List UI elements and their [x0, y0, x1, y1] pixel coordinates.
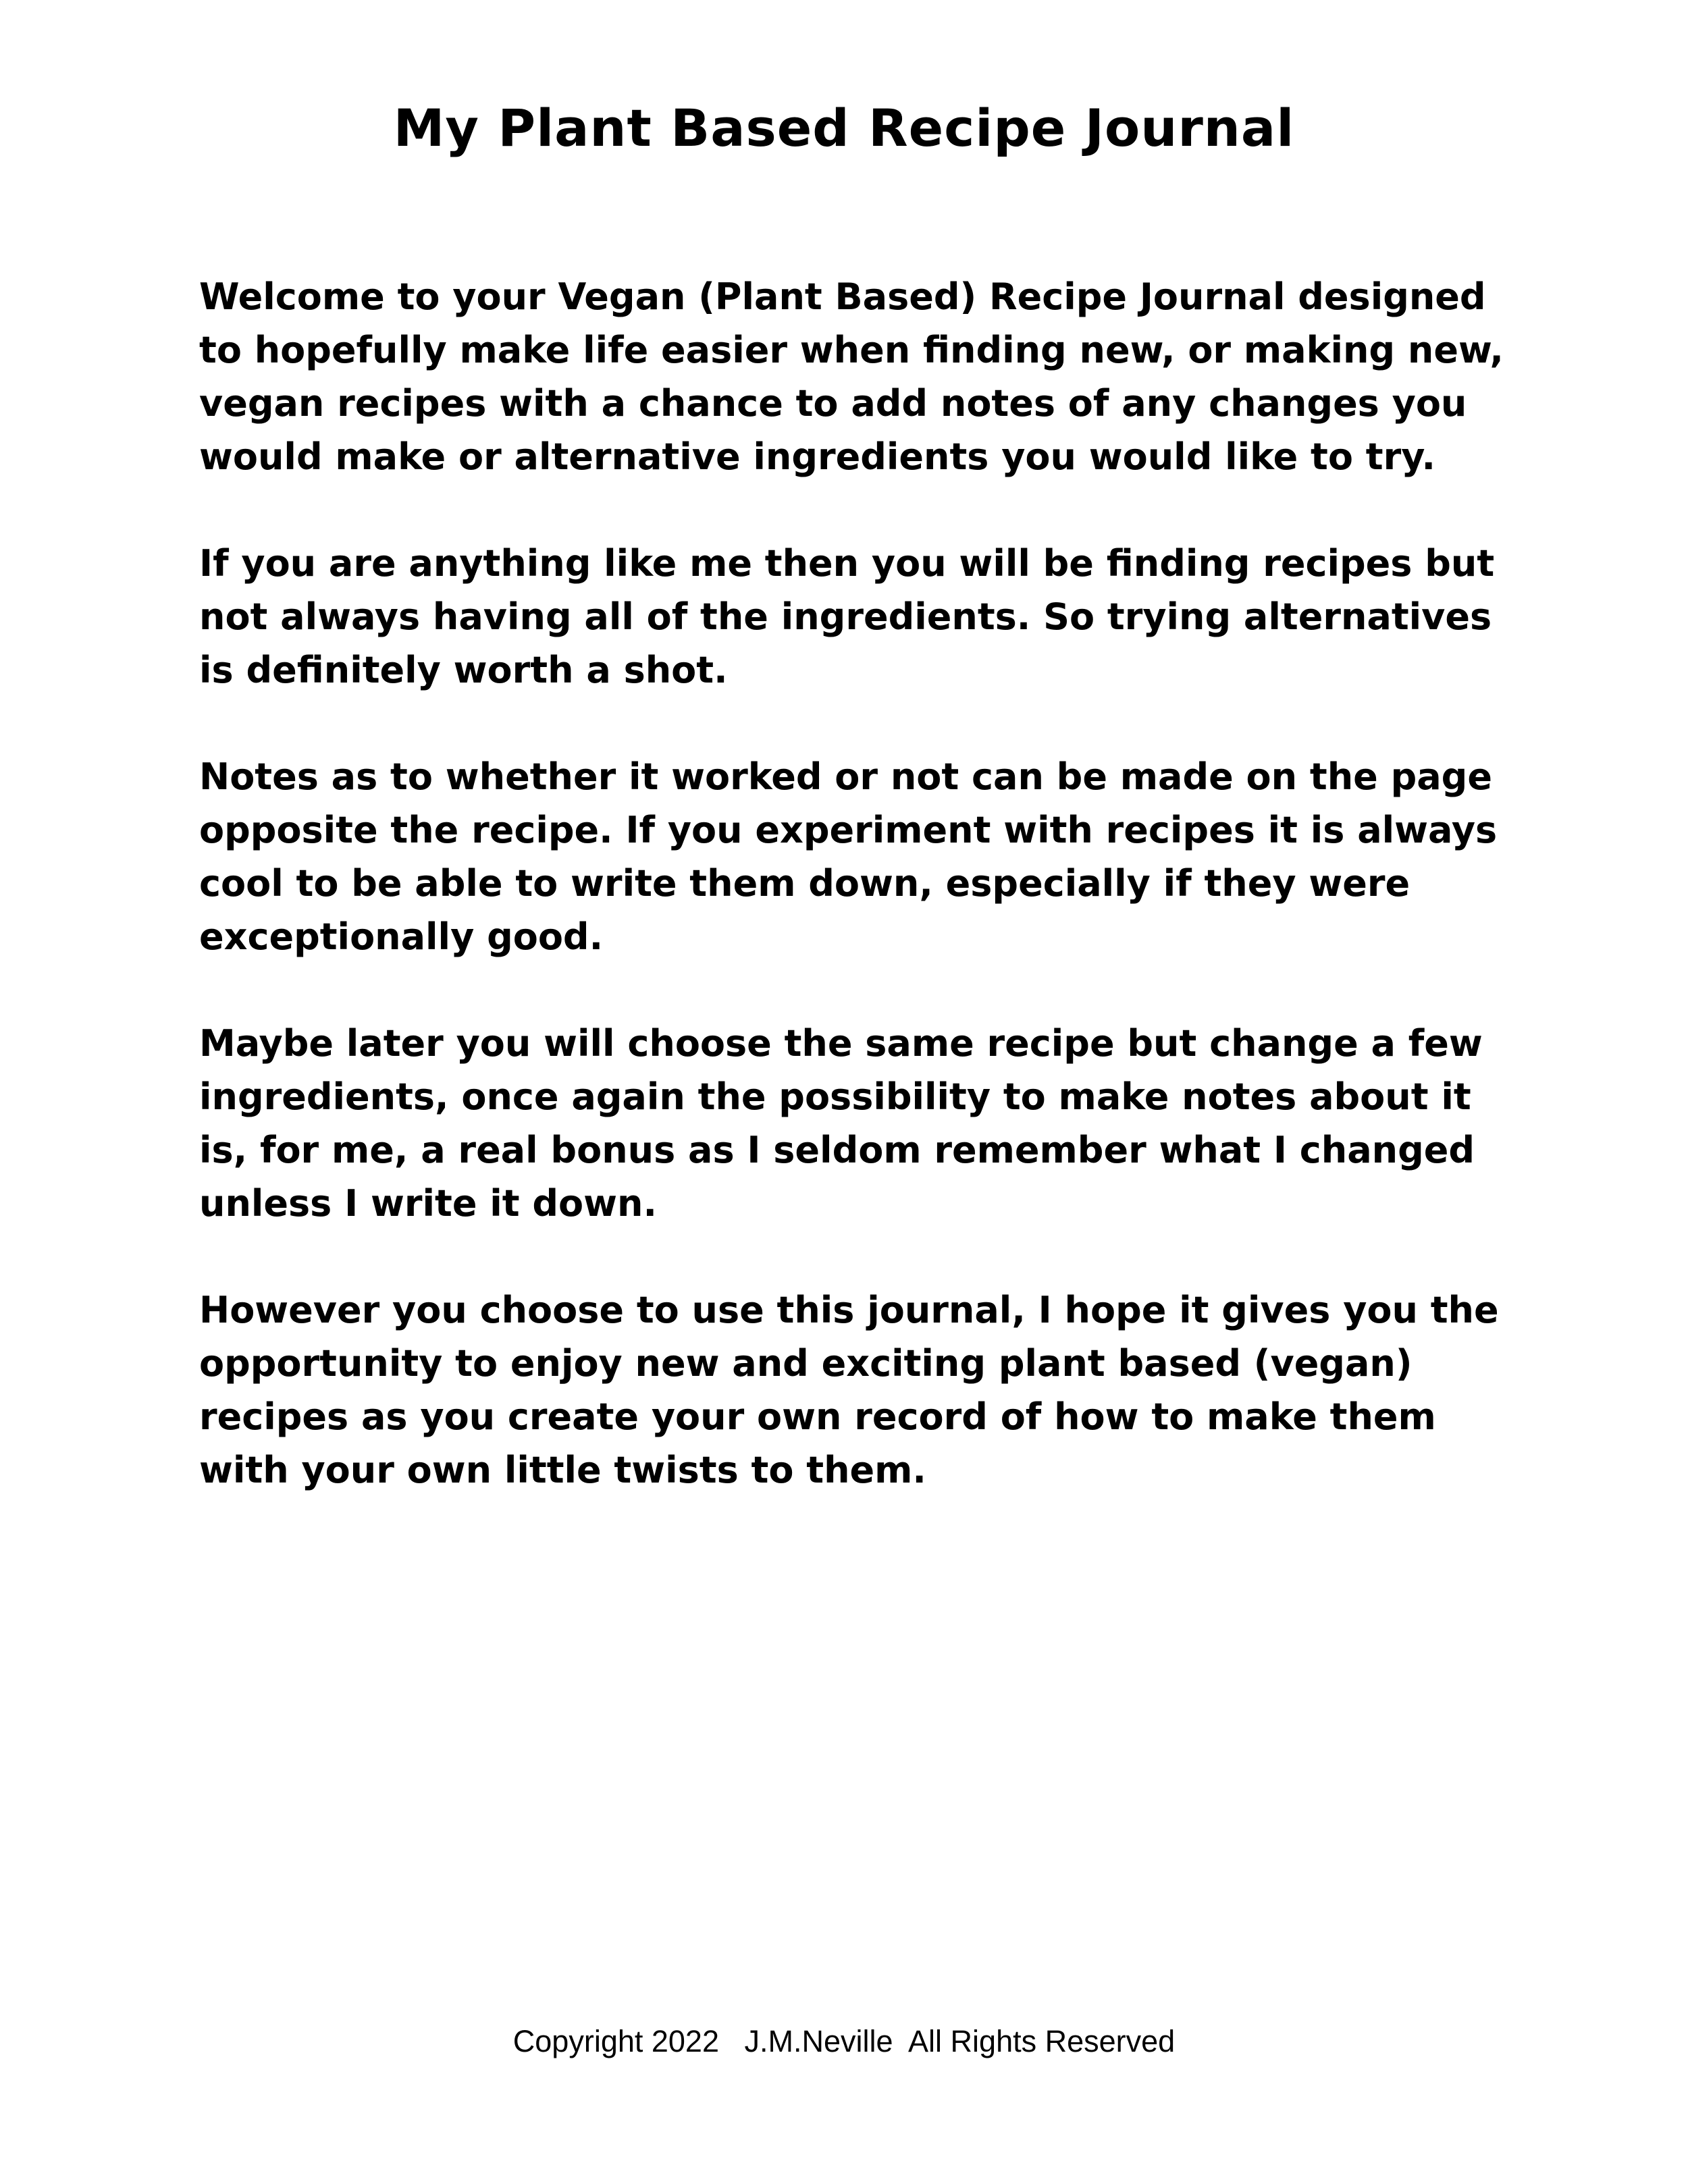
paragraph-changes: Maybe later you will choose the same recipe but change a few ingredients, once again the possibility to make notes about it is, for me, a real bonus as I seldom remember what I changed unless I write it down. — [199, 1022, 1483, 1225]
page-title: My Plant Based Recipe Journal — [393, 98, 1295, 158]
body-text — [199, 270, 1516, 1550]
copyright-footer: Copyright 2022 J.M.Neville All Rights Reserved — [512, 2024, 1176, 2058]
paragraph-welcome: Welcome to your Vegan (Plant Based) Recipe Journal designed to hopefully make life easier when finding new, or making new, vegan recipes with a chance to add notes of any changes you would make or alternative ingredients you would like to try. — [199, 275, 1504, 478]
paragraph-closing: However you choose to use this journal, I hope it gives you the opportunity to enjoy new and exciting plant based (vegan) recipes as you create your own record of how to make them with your own little twists to them. — [199, 1289, 1499, 1491]
paragraph-notes: Notes as to whether it worked or not can be made on the page opposite the recipe. If you experiment with recipes it is always cool to be able to write them down, especially if they were exceptionally good. — [199, 755, 1498, 958]
paragraph-alternatives: If you are anything like me then you will be finding recipes but not always having all of the ingredients. So trying alternatives is definitely worth a shot. — [199, 542, 1495, 691]
